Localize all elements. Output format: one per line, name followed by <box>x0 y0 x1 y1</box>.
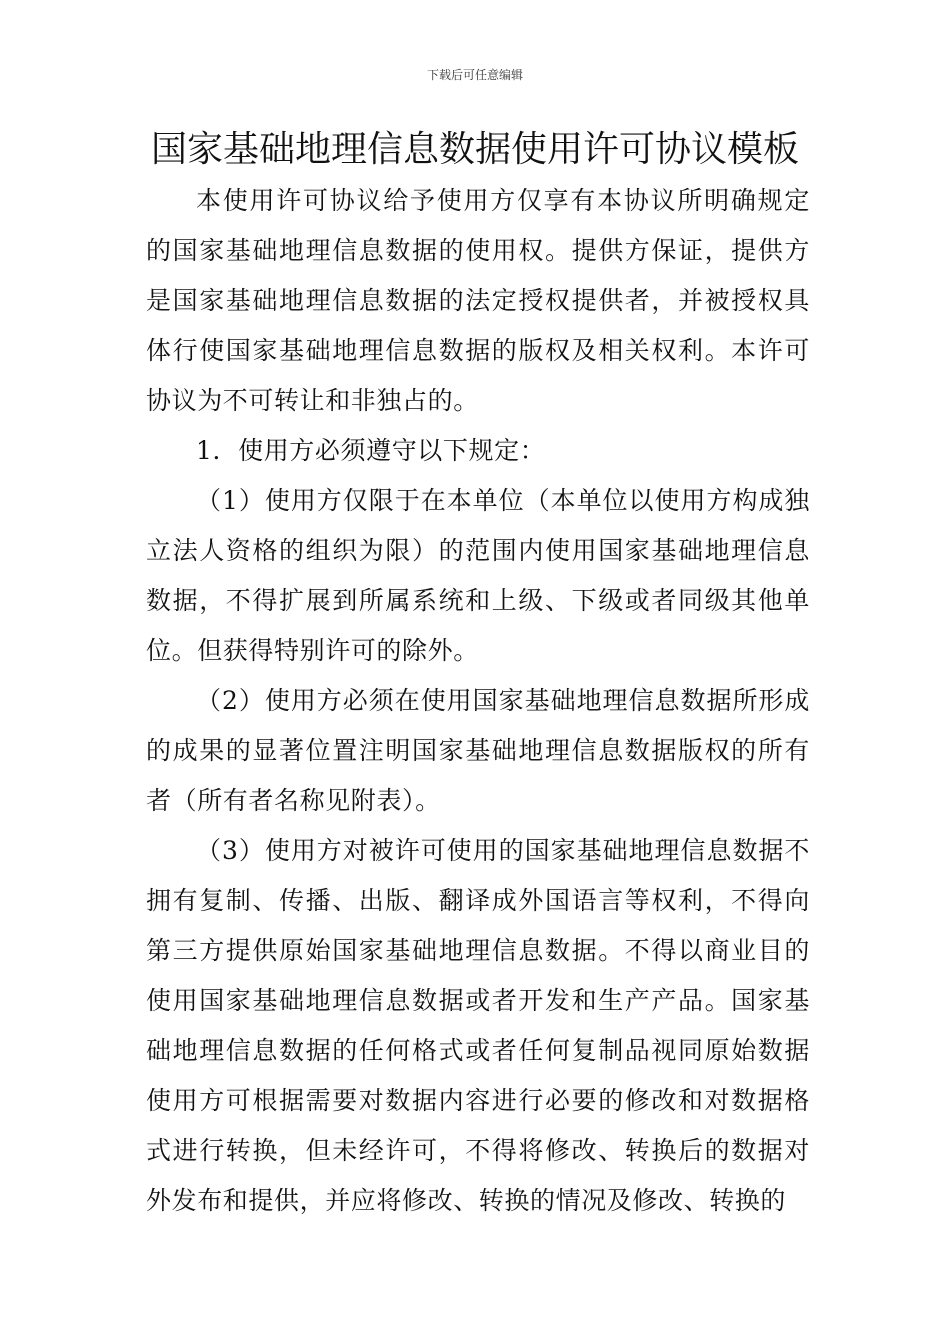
paragraph-intro: 本使用许可协议给予使用方仅享有本协议所明确规定的国家基础地理信息数据的使用权。提供方保证，提供方是国家基础地理信息数据的法定授权提供者，并被授权具体行使国家基础地理信息数据的版权及相关权利。本许可协议为不可转让和非独占的。 <box>146 186 810 415</box>
header-note: 下载后可任意编辑 <box>426 68 523 82</box>
paragraph-clause-1: 1．使用方必须遵守以下规定： <box>196 436 546 465</box>
paragraph-clause-1-2: （2）使用方必须在使用国家基础地理信息数据所形成的成果的显著位置注明国家基础地理信息数据版权的所有者（所有者名称见附表）。 <box>146 686 810 815</box>
document-body <box>146 176 810 1226</box>
document-title: 国家基础地理信息数据使用许可协议模板 <box>150 129 799 170</box>
paragraph-clause-1-1: （1）使用方仅限于在本单位（本单位以使用方构成独立法人资格的组织为限）的范围内使用国家基础地理信息数据，不得扩展到所属系统和上级、下级或者同级其他单位。但获得特别许可的除外。 <box>146 486 810 665</box>
paragraph-clause-1-3: （3）使用方对被许可使用的国家基础地理信息数据不拥有复制、传播、出版、翻译成外国语言等权利，不得向第三方提供原始国家基础地理信息数据。不得以商业目的使用国家基础地理信息数据或者开发和生产产品。国家基础地理信息数据的任何格式或者任何复制品视同原始数据使用方可根据需要对数据内容进行必要的修改和对数据格式进行转换，但未经许可，不得将修改、转换后的数据对外发布和提供，并应将修改、转换的情况及修改、转换的 <box>146 836 810 1215</box>
